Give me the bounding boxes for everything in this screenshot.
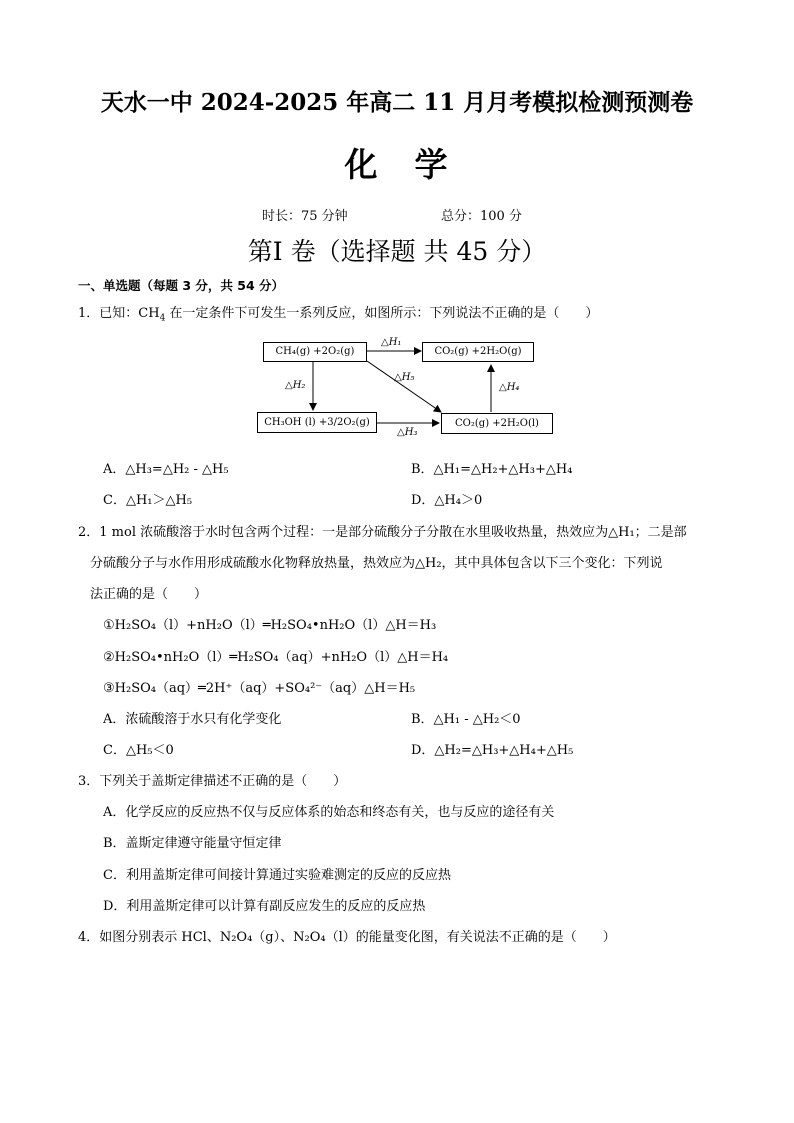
label-dh1: △H₁ <box>381 337 402 348</box>
question-3-option-b[interactable]: B．盖斯定律遵守能量守恒定律 <box>103 836 282 851</box>
question-2-reaction-1: ①H₂SO₄（l）+nH₂O（l）═H₂SO₄•nH₂O（l）△H＝H₃ <box>103 618 437 633</box>
question-3-stem: 3．下列关于盖斯定律描述不正确的是（ ） <box>78 774 347 789</box>
arrow-dh5 <box>367 361 441 412</box>
question-2-reaction-2: ②H₂SO₄•nH₂O（l）═H₂SO₄（aq）+nH₂O（l）△H＝H₄ <box>103 650 449 665</box>
question-2-stem-line-3: 法正确的是（ ） <box>90 587 208 602</box>
question-3-option-a[interactable]: A．化学反应的反应热不仅与反应体系的始态和终态有关，也与反应的途径有关 <box>103 805 555 820</box>
question-1-option-b[interactable]: B．△H₁=△H₂+△H₃+△H₄ <box>411 462 573 477</box>
subject-heading: 化 学 <box>344 145 450 184</box>
question-3-option-d[interactable]: D．利用盖斯定律可以计算有副反应发生的反应的反应热 <box>103 899 426 914</box>
question-2-option-b[interactable]: B．△H₁ - △H₂＜0 <box>411 712 521 727</box>
question-1-option-c[interactable]: C．△H₁＞△H₅ <box>103 493 193 508</box>
question-2-stem-line-1: 2．1 mol 浓硫酸溶于水时包含两个过程：一是部分硫酸分子分散在水里吸收热量，热效应为△H₁；二是部 <box>78 525 687 540</box>
label-dh5: △H₅ <box>394 372 415 383</box>
volume-heading: 第Ⅰ 卷（选择题 共 45 分） <box>247 237 547 266</box>
question-1-diagram <box>255 335 565 440</box>
question-2-option-c[interactable]: C．△H₅＜0 <box>103 743 174 758</box>
exam-total-score: 总分：100 分 <box>441 209 522 224</box>
label-dh2: △H₂ <box>285 380 306 391</box>
question-1-stem: 1．已知：$CH_4$ 在一定条件下可发生一系列反应，如图所示：下列说法不正确的是（ ） <box>78 306 599 324</box>
question-4-stem: 4．如图分别表示 HCl、N₂O₄（g）、N₂O₄（l）的能量变化图，有关说法不正确的是（ ） <box>78 930 616 945</box>
diagram-box-ch3oh: CH₃OH (l) +3/2O₂(g) <box>257 412 377 433</box>
exam-duration: 时长：75 分钟 <box>262 209 348 224</box>
question-2-stem-line-2: 分硫酸分子与水作用形成硫酸水化物释放热量，热效应为△H₂，其中具体包含以下三个变化：下列说 <box>90 556 663 571</box>
label-dh3: △H₃ <box>397 427 418 438</box>
question-2-reaction-3: ③H₂SO₄（aq）═2H⁺（aq）+SO₄²⁻（aq）△H＝H₅ <box>103 681 416 696</box>
question-1-option-a[interactable]: A．△H₃=△H₂ - △H₅ <box>103 462 229 477</box>
exam-title: 天水一中 2024-2025 年高二 11 月月考模拟检测预测卷 <box>100 89 694 116</box>
question-2-option-a[interactable]: A．浓硫酸溶于水只有化学变化 <box>103 712 282 727</box>
diagram-box-ch4: CH₄(g) +2O₂(g) <box>263 342 367 362</box>
question-2-option-d[interactable]: D．△H₂=△H₃+△H₄+△H₅ <box>411 743 574 758</box>
diagram-box-co2-gas-water: CO₂(g) +2H₂O(g) <box>422 342 534 362</box>
section-heading: 一、单选题（每题 3 分，共 54 分） <box>78 278 285 293</box>
label-dh4: △H₄ <box>499 382 520 393</box>
question-3-option-c[interactable]: C．利用盖斯定律可间接计算通过实验难测定的反应的反应热 <box>103 868 451 883</box>
question-1-option-d[interactable]: D．△H₄＞0 <box>411 493 483 508</box>
diagram-box-co2-liquid-water: CO₂(g) +2H₂O(l) <box>441 413 553 434</box>
